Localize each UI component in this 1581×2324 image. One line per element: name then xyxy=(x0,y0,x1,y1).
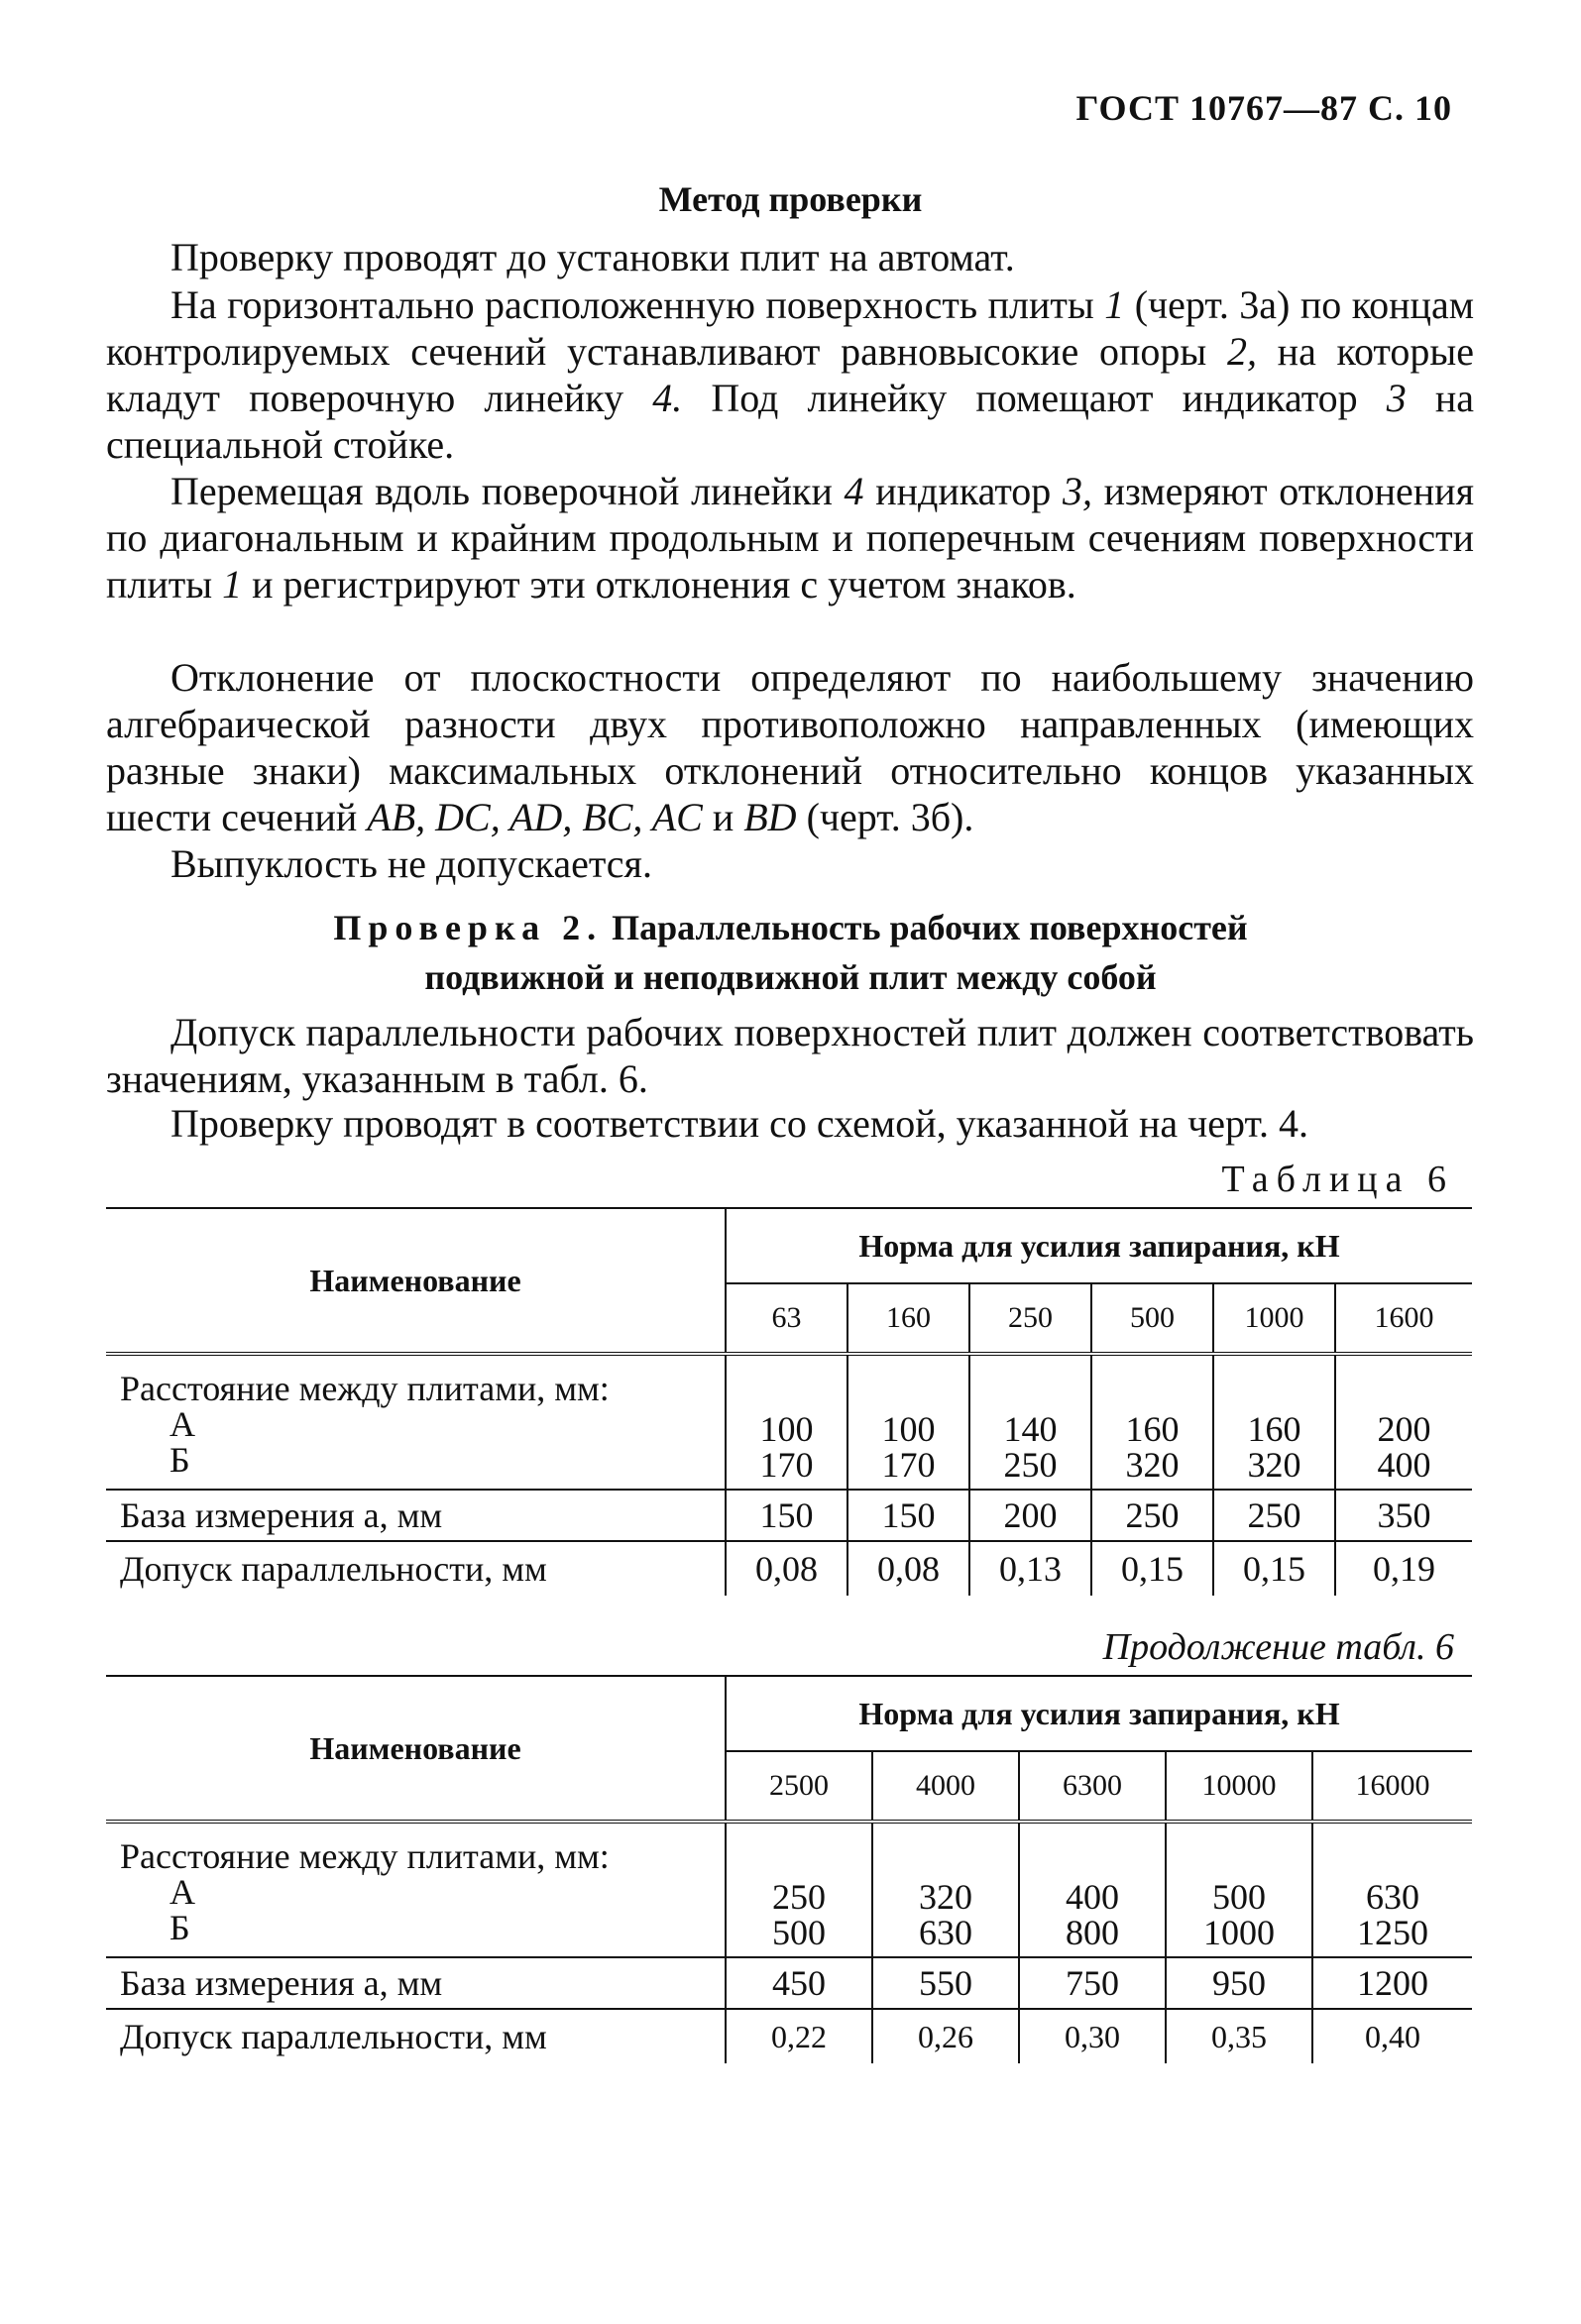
table-cell: 0,13 xyxy=(969,1541,1091,1596)
table-cell: 100 170 xyxy=(726,1354,847,1490)
check-2-heading: Проверка 2. Параллельность рабочих поверхностей xyxy=(333,908,1248,947)
table-row xyxy=(106,1490,1472,1541)
force-header: 16000 xyxy=(1312,1751,1472,1822)
table-row xyxy=(106,1822,1472,1957)
table-cell: 100 170 xyxy=(847,1354,969,1490)
check-2-heading-line2: подвижной и неподвижной плит между собой xyxy=(424,957,1157,997)
table-cell: 0,40 xyxy=(1365,2019,1420,2054)
table-cell: 500 1000 xyxy=(1166,1822,1312,1957)
table-cell: 0,08 xyxy=(726,1541,847,1596)
column-header-name: Наименование xyxy=(106,1208,726,1354)
table-row xyxy=(106,1957,1472,2009)
force-header: 250 xyxy=(969,1283,1091,1354)
table-cell: 200 xyxy=(969,1490,1091,1541)
table-row xyxy=(106,1354,1472,1490)
force-header: 1600 xyxy=(1335,1283,1472,1354)
page-header: ГОСТ 10767—87 С. 10 xyxy=(1075,88,1452,128)
table-cell: 750 xyxy=(1019,1957,1166,2009)
paragraph-7: Проверку проводят в соответствии со схемой, указанной на черт. 4. xyxy=(170,1101,1308,1146)
table-cell: 140 250 xyxy=(969,1354,1091,1490)
force-header: 500 xyxy=(1091,1283,1213,1354)
table-cell: 1200 xyxy=(1312,1957,1472,2009)
table-cell: 0,08 xyxy=(847,1541,969,1596)
table-6-caption: Таблица 6 xyxy=(1221,1159,1454,1200)
paragraph-6: Допуск параллельности рабочих поверхностей плит должен соответствовать значениям, указанным в табл. 6. xyxy=(106,1010,1474,1101)
row-label-base: База измерения а, мм xyxy=(106,1490,726,1541)
table-cell: 0,22 xyxy=(726,2009,872,2063)
table-cell: 0,19 xyxy=(1373,1549,1435,1589)
table-cell: 250 xyxy=(1213,1490,1335,1541)
force-header: 160 xyxy=(847,1283,969,1354)
paragraph-3: Перемещая вдоль поверочной линейки 4 индикатор 3, измеряют отклонения по диагональным и крайним продольным и поперечным сечениям поверхности плиты 1 и регистрируют эти отклонения с учетом знаков. xyxy=(106,469,1474,607)
table-cell: 250 xyxy=(1091,1490,1213,1541)
table-cell: 160 320 xyxy=(1213,1354,1335,1490)
paragraph-4: Отклонение от плоскостности определяют по наибольшему значению алгебраической разности двух противоположно направленных (имеющих разные знаки) максимальных отклонений относительно концов указанных шести сечений AB, DC, AD, BC, AC и BD (черт. 3б). xyxy=(106,655,1474,839)
table-cell: 0,35 xyxy=(1166,2009,1312,2063)
table-cell: 200 400 xyxy=(1335,1354,1472,1490)
table-cell: 0,30 xyxy=(1019,2009,1166,2063)
force-header: 4000 xyxy=(872,1751,1019,1822)
row-label-tolerance: Допуск параллельности, мм xyxy=(106,1541,726,1596)
force-header: 10000 xyxy=(1166,1751,1312,1822)
row-label-distance: Расстояние между плитами, мм: А Б xyxy=(106,1822,726,1957)
row-label-tolerance: Допуск параллельности, мм xyxy=(106,2009,726,2063)
table-cell: 150 xyxy=(847,1490,969,1541)
table-cell: 630 1250 xyxy=(1312,1822,1472,1957)
method-heading: Метод проверки xyxy=(658,179,923,219)
table-cell: 450 xyxy=(726,1957,872,2009)
table-cell: 250 500 xyxy=(726,1822,872,1957)
column-header-norm: Норма для усилия запирания, кН xyxy=(726,1676,1472,1751)
force-header: 6300 xyxy=(1019,1751,1166,1822)
table-cell: 150 xyxy=(726,1490,847,1541)
table-cell: 0,15 xyxy=(1091,1541,1213,1596)
table-row xyxy=(106,1541,1472,1596)
table-cell: 160 320 xyxy=(1091,1354,1213,1490)
row-label-distance: Расстояние между плитами, мм: А Б xyxy=(106,1354,726,1490)
table-row xyxy=(106,2009,1472,2063)
paragraph-1: Проверку проводят до установки плит на автомат. xyxy=(170,235,1015,279)
table-cell: 950 xyxy=(1166,1957,1312,2009)
table-cell: 350 xyxy=(1335,1490,1472,1541)
paragraph-5: Выпуклость не допускается. xyxy=(170,841,652,886)
table-cell: 400 800 xyxy=(1019,1822,1166,1957)
table-cell: 550 xyxy=(872,1957,1019,2009)
table-cell: 0,26 xyxy=(872,2009,1019,2063)
column-header-norm: Норма для усилия запирания, кН xyxy=(726,1208,1472,1283)
row-label-base: База измерения а, мм xyxy=(106,1957,726,2009)
column-header-name: Наименование xyxy=(106,1676,726,1822)
table-6 xyxy=(106,1207,1472,1596)
force-header: 2500 xyxy=(726,1751,872,1822)
table-6-continuation xyxy=(106,1675,1472,2063)
table-cell: 320 630 xyxy=(872,1822,1019,1957)
table-cell: 0,15 xyxy=(1213,1541,1335,1596)
table-6-continuation-caption: Продолжение табл. 6 xyxy=(1102,1626,1454,1668)
paragraph-2: На горизонтально расположенную поверхность плиты 1 (черт. 3а) по концам контролируемых сечений устанавливают равновысокие опоры 2, на которые кладут поверочную линейку 4. Под линейку помещают индикатор 3 на специальной стойке. xyxy=(106,282,1475,467)
force-header: 1000 xyxy=(1213,1283,1335,1354)
force-header: 63 xyxy=(726,1283,847,1354)
